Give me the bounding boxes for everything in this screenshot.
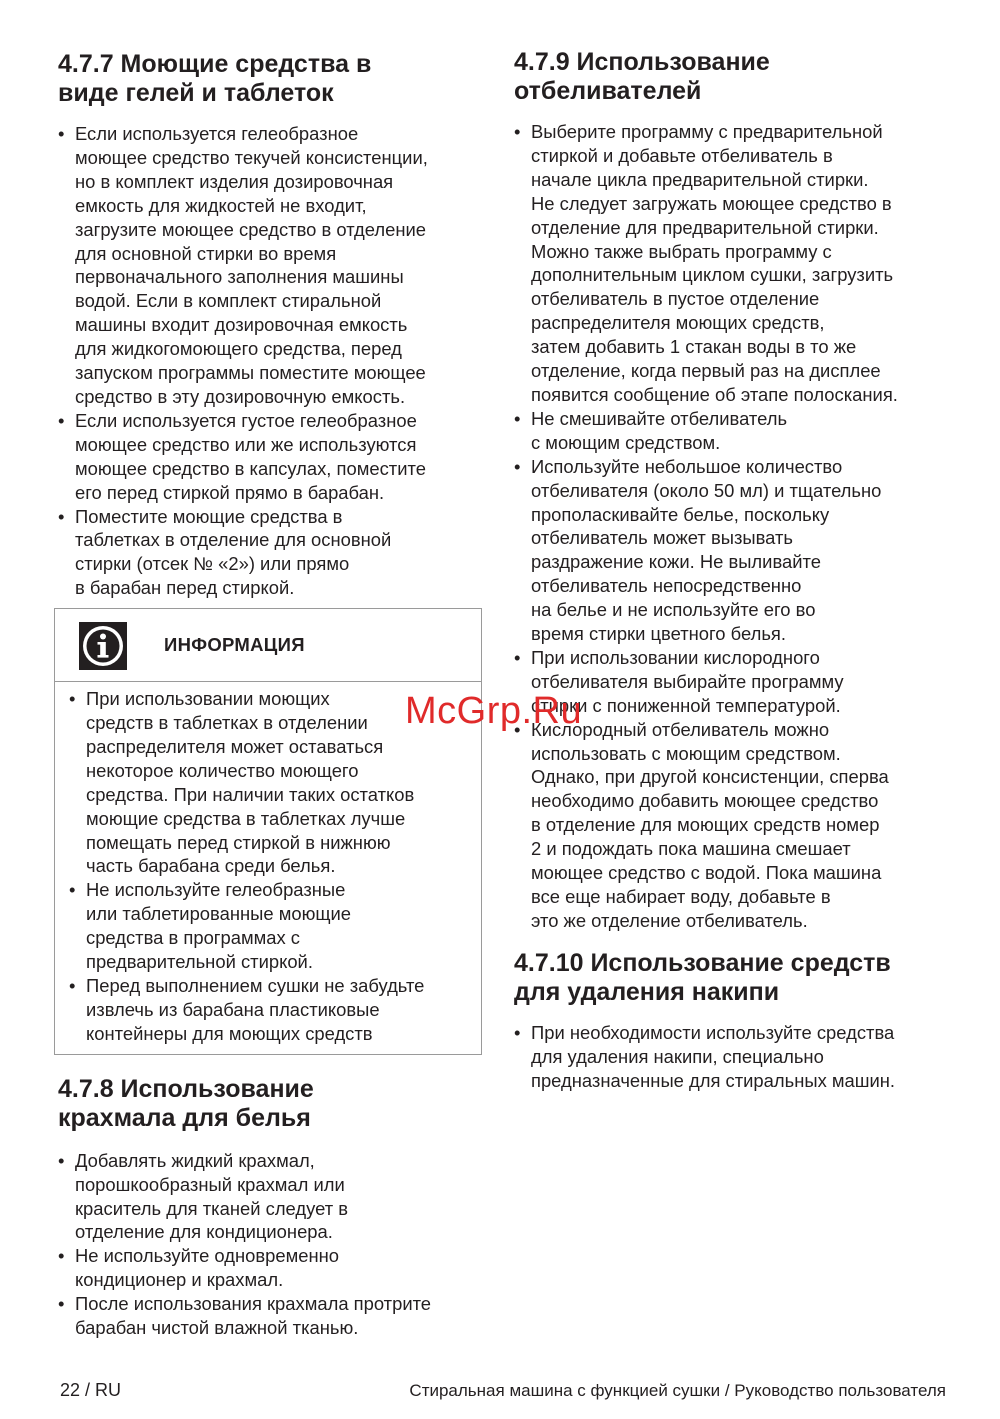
section-title: 4.7.8 Использование крахмала для белья (58, 1074, 314, 1132)
info-box-header (55, 609, 481, 682)
section-starch (58, 1075, 488, 1340)
bullet-list (55, 682, 481, 1054)
bullet-list (514, 120, 954, 933)
list-item: • Используйте небольшое количество отбеливателя (около 50 мл) и тщательно прополаскивайте белье, поскольку отбеливатель может вызывать раздражение кожи. Не выливайте отбеливатель непосредственно на белье и не используйте его во время стирки цветного белья. (514, 455, 954, 646)
section-title: 4.7.10 Использование средств для удаления накипи (514, 948, 891, 1006)
list-item: • Кислородный отбеливатель можно использовать с моющим средством. Однако, при другой консистенции, сперва необходимо добавить моющее средство в отделение для моющих средств номер 2 и подождать пока машина смешает моющее средство с водой. Пока машина все еще набирает воду, добавьте в это же отделение отбеливатель. (514, 718, 954, 933)
list-item: • Добавлять жидкий крахмал, порошкообразный крахмал или краситель для тканей следует в отделение для кондиционера. (58, 1149, 488, 1245)
list-item: • Не используйте гелеобразные или таблетированные моющие средства в программах с предварительной стиркой. (69, 878, 481, 974)
bullet-list (58, 1149, 488, 1340)
info-icon (79, 622, 127, 670)
list-item: • Поместите моющие средства в таблетках в отделение для основной стирки (отсек № «2») или прямо в барабан перед стиркой. (58, 505, 488, 601)
info-box-title: ИНФОРМАЦИЯ (164, 634, 305, 656)
list-item: • Не смешивайте отбеливатель с моющим средством. (514, 407, 954, 455)
bullet-list (514, 1021, 954, 1093)
list-item: • При необходимости используйте средства для удаления накипи, специально предназначенные для стиральных машин. (514, 1021, 954, 1093)
list-item: • Перед выполнением сушки не забудьте извлечь из барабана пластиковые контейнеры для моющих средств (69, 974, 481, 1046)
section-descaling (514, 949, 954, 1093)
bullet-list (58, 122, 488, 600)
page-number: 22 / RU (60, 1380, 122, 1400)
document-title: Стиральная машина с функцией сушки / Руководство пользователя (409, 1381, 946, 1400)
section-bleach (514, 48, 954, 933)
list-item: • При использовании моющих средств в таблетках в отделении распределителя может оставаться некоторое количество моющего средства. При наличии таких остатков моющие средства в таблетках лучше помещать перед стиркой в нижнюю часть барабана среди белья. (69, 687, 481, 878)
list-item: • После использования крахмала протрите барабан чистой влажной тканью. (58, 1292, 488, 1340)
list-item: • При использовании кислородного отбеливателя выбирайте программу стирки с пониженной температурой. (514, 646, 954, 718)
section-title: 4.7.9 Использование отбеливателей (514, 48, 770, 105)
left-column (58, 48, 488, 1340)
section-gels-tablets (58, 50, 488, 600)
list-item: • Выберите программу с предварительной стиркой и добавьте отбеливатель в начале цикла предварительной стирки. Не следует загружать моющее средство в отделение для предварительной стирки. Можно также выбрать программу с дополнительным циклом сушки, загрузить отбеливатель в пустое отделение распределителя моющих средств, затем добавить 1 стакан воды в то же отделение, когда первый раз на дисплее появится сообщение об этапе полоскания. (514, 120, 954, 407)
section-title: 4.7.7 Моющие средства в виде гелей и таблеток (58, 50, 372, 107)
list-item: • Если используется густое гелеобразное моющее средство или же используются моющее средство в капсулах, поместите его перед стиркой прямо в барабан. (58, 409, 488, 505)
list-item: • Не используйте одновременно кондиционер и крахмал. (58, 1244, 488, 1292)
list-item: • Если используется гелеобразное моющее средство текучей консистенции, но в комплект изделия дозировочная емкость для жидкостей не входит, загрузите моющее средство в отделение для основной стирки во время первоначального заполнения машины водой. Если в комплект стиральной машины входит дозировочная емкость для жидкогомоющего средства, перед запуском программы поместите моющее средство в эту дозировочную емкость. (58, 122, 488, 409)
watermark: McGrp.Ru (405, 690, 583, 732)
info-box (54, 608, 482, 1055)
right-column (514, 48, 954, 1093)
